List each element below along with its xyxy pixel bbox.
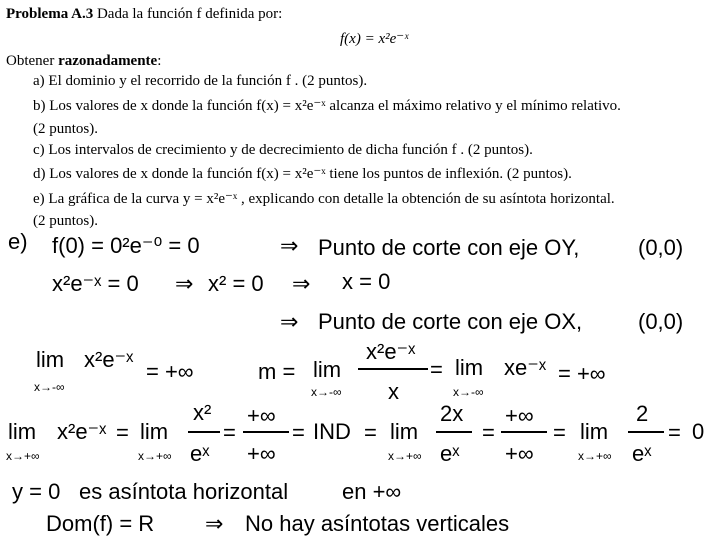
lim-subscript-pos: x→+∞	[6, 449, 40, 463]
fraction-bar	[628, 431, 664, 433]
intro-bold: razonadamente	[58, 53, 158, 69]
implies-symbol: ⇒	[175, 271, 194, 296]
implies-symbol: ⇒	[205, 511, 224, 536]
fraction-numerator: 2x	[440, 401, 464, 426]
slope-m-eq: m =	[258, 359, 296, 384]
equals-sign: =	[430, 357, 443, 382]
equals-sign: =	[364, 420, 377, 445]
equals-sign: =	[292, 420, 305, 445]
fraction-denominator: +∞	[247, 441, 276, 466]
fraction-denominator: eˣ	[440, 441, 460, 466]
lim-subscript-neg: x→-∞	[311, 385, 342, 399]
x-result: x = 0	[342, 269, 391, 294]
x2-equation: x² = 0	[208, 271, 264, 296]
solution-label: e)	[8, 229, 28, 254]
asymptote-text: es asíntota horizontal	[79, 479, 289, 504]
domain-statement: Dom(f) = R	[46, 511, 155, 536]
ox-point: (0,0)	[638, 309, 684, 334]
item-c: c) Los intervalos de crecimiento y de decrecimiento de dicha función f . (2 puntos).	[33, 142, 533, 158]
equals-sign: =	[553, 420, 566, 445]
item-b: b) Los valores de x donde la función f(x) = x²e⁻ˣ alcanza el máximo relativo y el mínimo relativo.	[33, 98, 621, 114]
fraction-bar	[243, 431, 289, 433]
item-e: e) La gráfica de la curva y = x²e⁻ˣ , explicando con detalle la obtención de su asíntota horizontal.	[33, 191, 615, 207]
function-definition: f(x) = x²e⁻ˣ	[340, 31, 409, 47]
implies-symbol: ⇒	[280, 309, 299, 334]
fraction-numerator: +∞	[247, 403, 276, 428]
fraction-numerator: +∞	[505, 403, 534, 428]
intro-colon: :	[157, 53, 162, 69]
fraction-bar	[188, 431, 220, 433]
fraction-numerator: 2	[636, 401, 649, 426]
equals-sign: =	[116, 420, 129, 445]
fraction-numerator: x²e⁻ˣ	[366, 339, 416, 364]
x2e-expression: x²e⁻ˣ	[57, 419, 107, 444]
problem-title-text: Dada la función f definida por:	[93, 6, 283, 22]
implies-symbol: ⇒	[280, 233, 299, 258]
oy-point: (0,0)	[638, 235, 684, 260]
item-e-cont: (2 puntos).	[33, 213, 98, 229]
lim-subscript-neg: x→-∞	[34, 380, 65, 394]
equals-sign: =	[482, 420, 495, 445]
fraction-numerator: x²	[193, 400, 212, 425]
x2e-equation: x²e⁻ˣ = 0	[52, 271, 139, 296]
item-b-cont: (2 puntos).	[33, 121, 98, 137]
implies-symbol: ⇒	[292, 271, 311, 296]
intro-text: Obtener	[6, 53, 59, 69]
limit-result: = +∞	[146, 359, 194, 384]
limit-result: = +∞	[558, 361, 606, 386]
fraction-denominator: eˣ	[632, 441, 652, 466]
item-a: a) El dominio y el recorrido de la función f . (2 puntos).	[33, 73, 368, 89]
item-d: d) Los valores de x donde la función f(x) = x²e⁻ˣ tiene los puntos de inflexión. (2 puntos).	[33, 166, 572, 182]
limit-zero: 0	[692, 419, 705, 444]
indeterminate: IND	[313, 419, 351, 444]
lim-subscript-neg: x→-∞	[453, 385, 484, 399]
intro-line	[6, 53, 161, 70]
asymptote-y: y = 0	[12, 479, 61, 504]
lim-label: lim	[313, 357, 342, 382]
fraction-denominator: x	[388, 379, 399, 404]
equals-sign: =	[223, 420, 236, 445]
fraction-denominator: eˣ	[190, 441, 210, 466]
asymptote-at: en +∞	[342, 479, 402, 504]
xe-expression: xe⁻ˣ	[504, 355, 547, 380]
lim-label: lim	[36, 347, 65, 372]
no-vertical-asymptotes: No hay asíntotas verticales	[245, 511, 510, 536]
lim-label: lim	[390, 419, 419, 444]
fraction-bar	[358, 368, 428, 370]
fraction-bar	[501, 431, 547, 433]
problem-number: Problema A.3	[6, 6, 94, 22]
problem-title	[6, 6, 282, 23]
equals-sign: =	[668, 420, 681, 445]
lim-subscript-pos: x→+∞	[388, 449, 422, 463]
lim-subscript-pos: x→+∞	[578, 449, 612, 463]
ox-intercept-text: Punto de corte con eje OX,	[318, 309, 583, 334]
fraction-bar	[436, 431, 472, 433]
f0-expression: f(0) = 0²e⁻⁰ = 0	[52, 233, 200, 258]
lim-label: lim	[455, 355, 484, 380]
oy-intercept-text: Punto de corte con eje OY,	[318, 235, 580, 260]
fraction-denominator: +∞	[505, 441, 534, 466]
lim-label: lim	[580, 419, 609, 444]
lim-label: lim	[140, 419, 169, 444]
lim-subscript-pos: x→+∞	[138, 449, 172, 463]
lim-label: lim	[8, 419, 37, 444]
x2e-expression: x²e⁻ˣ	[84, 347, 134, 372]
